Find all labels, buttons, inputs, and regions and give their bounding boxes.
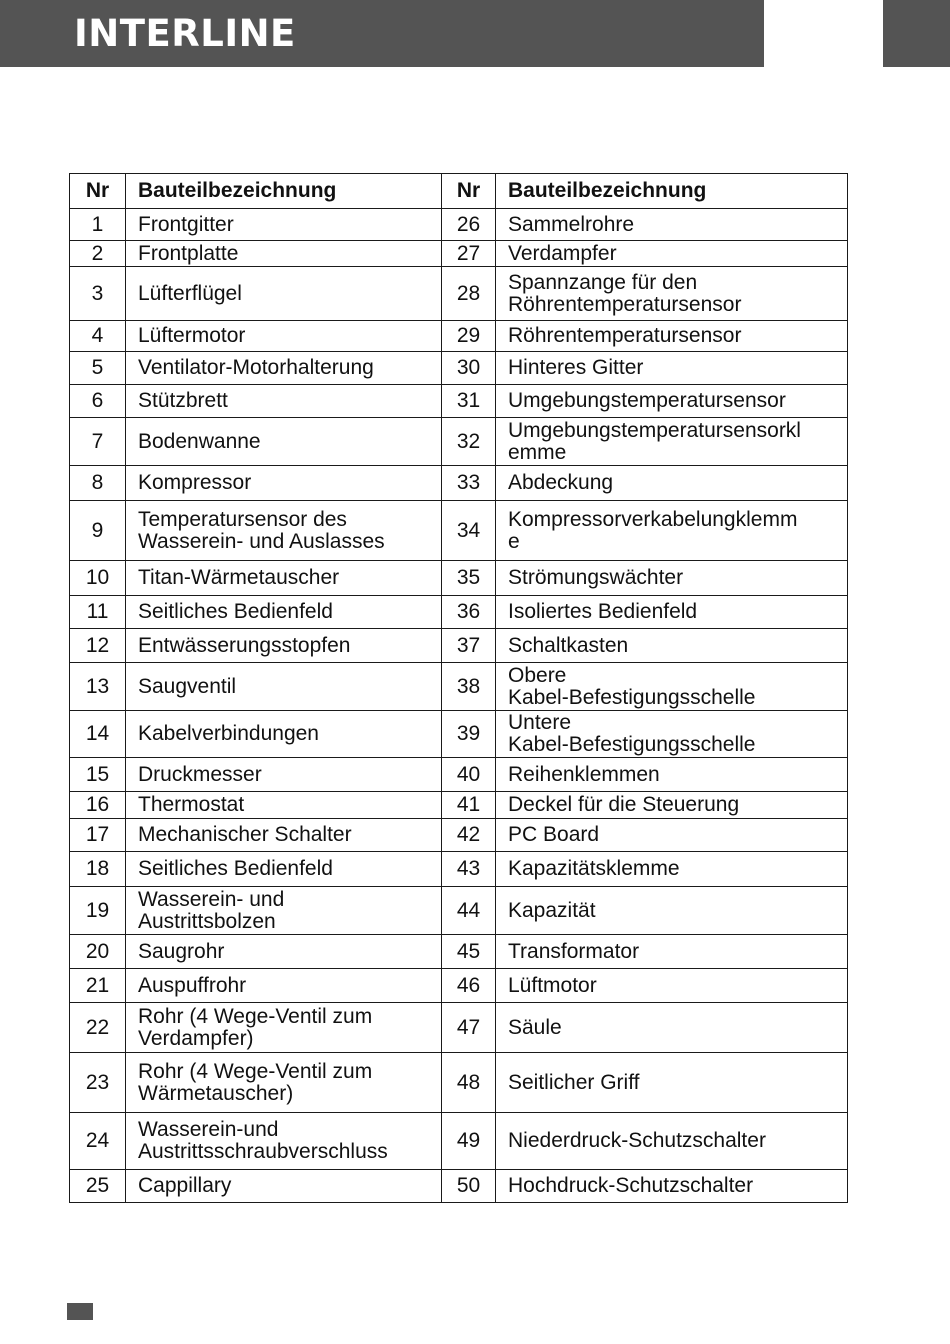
table-row (70, 385, 848, 418)
part-number-left: 18 (70, 852, 126, 887)
part-name-right: PC Board (496, 819, 848, 852)
part-name-right: Umgebungstemperatursensorkl emme (496, 418, 848, 466)
table-row (70, 501, 848, 561)
column-header-nr-left: Nr (70, 174, 126, 209)
part-name-right: Säule (496, 1003, 848, 1053)
part-number-left: 12 (70, 629, 126, 663)
part-name-right: Transformator (496, 935, 848, 969)
part-name-left: Temperatursensor des Wasserein- und Auslasses (126, 501, 442, 561)
part-name-left: Auspuffrohr (126, 969, 442, 1003)
part-name-left: Wasserein- und Austrittsbolzen (126, 887, 442, 935)
part-name-right: Reihenklemmen (496, 758, 848, 792)
table-row (70, 352, 848, 385)
part-number-right: 39 (442, 711, 496, 758)
part-number-right: 45 (442, 935, 496, 969)
part-number-left: 17 (70, 819, 126, 852)
part-name-right: Niederdruck-Schutzschalter (496, 1113, 848, 1170)
part-number-left: 22 (70, 1003, 126, 1053)
part-name-right: Obere Kabel-Befestigungsschelle (496, 663, 848, 711)
table-row (70, 758, 848, 792)
table-body (70, 209, 848, 1203)
part-name-left: Seitliches Bedienfeld (126, 596, 442, 629)
part-number-right: 37 (442, 629, 496, 663)
part-number-right: 36 (442, 596, 496, 629)
table-row (70, 1053, 848, 1113)
part-name-left: Druckmesser (126, 758, 442, 792)
part-name-left: Kabelverbindungen (126, 711, 442, 758)
part-number-left: 10 (70, 561, 126, 596)
table-row (70, 209, 848, 241)
part-name-left: Saugrohr (126, 935, 442, 969)
table-row (70, 466, 848, 501)
part-name-left: Thermostat (126, 792, 442, 819)
part-number-left: 7 (70, 418, 126, 466)
part-name-left: Lüftermotor (126, 321, 442, 352)
table-header-row (70, 174, 848, 209)
table-row (70, 267, 848, 321)
part-number-right: 47 (442, 1003, 496, 1053)
part-number-right: 38 (442, 663, 496, 711)
part-name-left: Titan-Wärmetauscher (126, 561, 442, 596)
table-row (70, 1113, 848, 1170)
part-name-right: Umgebungstemperatursensor (496, 385, 848, 418)
part-name-left: Rohr (4 Wege-Ventil zum Wärmetauscher) (126, 1053, 442, 1113)
part-name-left: Wasserein-und Austrittsschraubverschluss (126, 1113, 442, 1170)
part-number-right: 34 (442, 501, 496, 561)
part-name-left: Lüfterflügel (126, 267, 442, 321)
column-header-nr-right: Nr (442, 174, 496, 209)
part-number-right: 42 (442, 819, 496, 852)
table-row (70, 969, 848, 1003)
table-row (70, 418, 848, 466)
part-number-left: 3 (70, 267, 126, 321)
part-name-right: Strömungswächter (496, 561, 848, 596)
table-row (70, 663, 848, 711)
part-number-left: 23 (70, 1053, 126, 1113)
table-row (70, 711, 848, 758)
part-number-right: 48 (442, 1053, 496, 1113)
part-name-left: Seitliches Bedienfeld (126, 852, 442, 887)
part-name-left: Bodenwanne (126, 418, 442, 466)
part-number-left: 19 (70, 887, 126, 935)
part-name-left: Kompressor (126, 466, 442, 501)
table-row (70, 629, 848, 663)
part-name-left: Mechanischer Schalter (126, 819, 442, 852)
part-number-left: 24 (70, 1113, 126, 1170)
part-name-right: Isoliertes Bedienfeld (496, 596, 848, 629)
table-row (70, 1003, 848, 1053)
column-header-name-right: Bauteilbezeichnung (496, 174, 848, 209)
parts-table (69, 173, 848, 1203)
part-number-right: 49 (442, 1113, 496, 1170)
part-number-right: 26 (442, 209, 496, 241)
part-number-left: 1 (70, 209, 126, 241)
part-name-left: Saugventil (126, 663, 442, 711)
table-row (70, 852, 848, 887)
part-name-right: Verdampfer (496, 241, 848, 267)
part-name-right: Untere Kabel-Befestigungsschelle (496, 711, 848, 758)
table-row (70, 561, 848, 596)
table-row (70, 819, 848, 852)
part-number-right: 40 (442, 758, 496, 792)
part-number-right: 44 (442, 887, 496, 935)
part-number-left: 21 (70, 969, 126, 1003)
part-name-right: Kompressorverkabelungklemm e (496, 501, 848, 561)
part-number-right: 32 (442, 418, 496, 466)
part-number-right: 30 (442, 352, 496, 385)
part-number-left: 9 (70, 501, 126, 561)
table-row (70, 596, 848, 629)
part-number-right: 28 (442, 267, 496, 321)
table-row (70, 887, 848, 935)
header-bar (0, 0, 764, 67)
part-name-right: Hochdruck-Schutzschalter (496, 1170, 848, 1203)
part-number-left: 4 (70, 321, 126, 352)
table-row (70, 321, 848, 352)
part-number-left: 20 (70, 935, 126, 969)
part-number-left: 14 (70, 711, 126, 758)
part-name-right: Abdeckung (496, 466, 848, 501)
part-number-left: 2 (70, 241, 126, 267)
part-number-left: 25 (70, 1170, 126, 1203)
part-name-right: Seitlicher Griff (496, 1053, 848, 1113)
part-number-left: 16 (70, 792, 126, 819)
part-name-right: Lüftmotor (496, 969, 848, 1003)
part-number-right: 27 (442, 241, 496, 267)
part-name-right: Schaltkasten (496, 629, 848, 663)
part-name-left: Frontplatte (126, 241, 442, 267)
brand-logo: INTERLINE (74, 12, 296, 55)
part-name-right: Sammelrohre (496, 209, 848, 241)
part-name-left: Frontgitter (126, 209, 442, 241)
part-number-right: 29 (442, 321, 496, 352)
table-row (70, 241, 848, 267)
part-number-left: 15 (70, 758, 126, 792)
part-number-right: 43 (442, 852, 496, 887)
part-number-left: 6 (70, 385, 126, 418)
part-number-right: 35 (442, 561, 496, 596)
part-number-left: 13 (70, 663, 126, 711)
table-row (70, 935, 848, 969)
part-number-left: 5 (70, 352, 126, 385)
part-name-right: Kapazität (496, 887, 848, 935)
part-number-right: 46 (442, 969, 496, 1003)
part-name-right: Spannzange für den Röhrentemperatursensor (496, 267, 848, 321)
page-footer-marker (67, 1303, 93, 1320)
part-name-left: Stützbrett (126, 385, 442, 418)
part-number-right: 50 (442, 1170, 496, 1203)
part-name-left: Entwässerungsstopfen (126, 629, 442, 663)
part-name-left: Cappillary (126, 1170, 442, 1203)
part-name-right: Kapazitätsklemme (496, 852, 848, 887)
part-number-left: 11 (70, 596, 126, 629)
part-number-right: 33 (442, 466, 496, 501)
part-name-right: Deckel für die Steuerung (496, 792, 848, 819)
table-row (70, 792, 848, 819)
part-number-right: 31 (442, 385, 496, 418)
part-name-right: Röhrentemperatursensor (496, 321, 848, 352)
part-number-right: 41 (442, 792, 496, 819)
table-row (70, 1170, 848, 1203)
column-header-name-left: Bauteilbezeichnung (126, 174, 442, 209)
part-name-left: Ventilator-Motorhalterung (126, 352, 442, 385)
part-name-right: Hinteres Gitter (496, 352, 848, 385)
header-page-tab (883, 0, 950, 67)
part-name-left: Rohr (4 Wege-Ventil zum Verdampfer) (126, 1003, 442, 1053)
part-number-left: 8 (70, 466, 126, 501)
